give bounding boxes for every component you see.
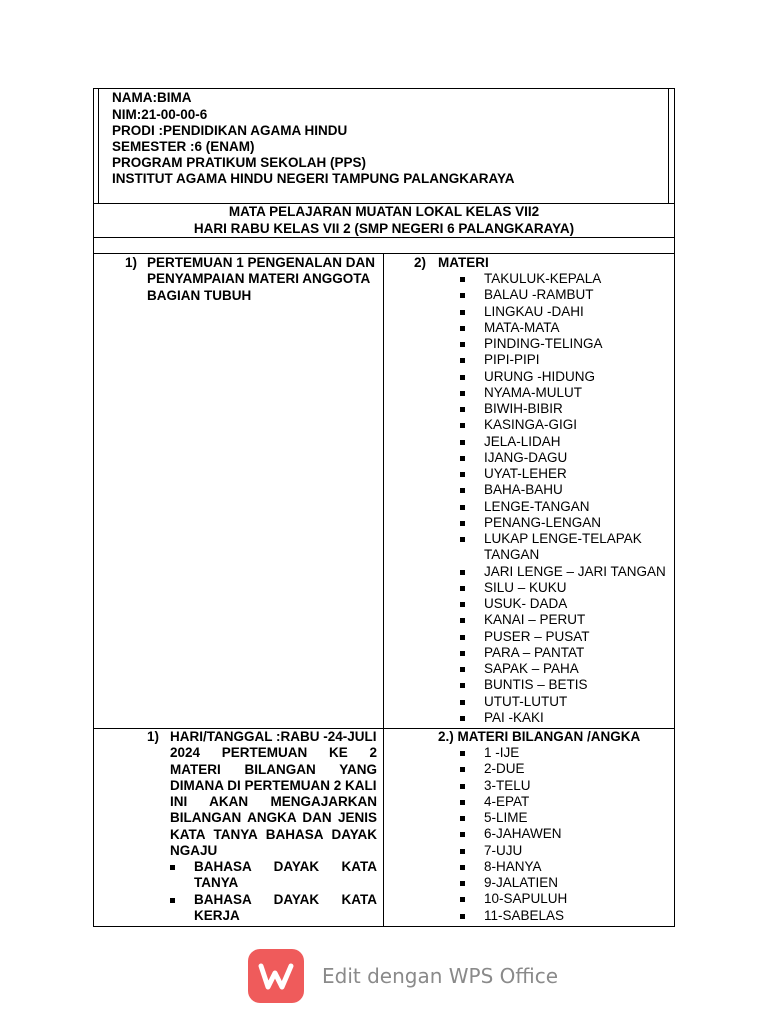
bullet-square-icon: [460, 277, 465, 282]
list-item-label: PENANG-LENGAN: [484, 514, 602, 530]
list-item-label: TAKULUK-KEPALA: [484, 271, 602, 286]
divider: [94, 237, 674, 238]
bullet-square-icon: [460, 897, 465, 902]
heading-line-1: MATA PELAJARAN MUATAN LOKAL KELAS VII2: [228, 204, 540, 219]
row2-left-line: 2024 PERTEMUAN KE 2: [170, 745, 377, 761]
bullet-square-icon: [460, 832, 465, 837]
row1-right-title: MATERI: [438, 255, 489, 270]
row2-left-line: NGAJU: [170, 843, 218, 859]
list-item-label: IJANG-DAGU: [484, 449, 568, 465]
list-item: [484, 450, 567, 466]
divider: [94, 253, 674, 254]
bullet-square-icon: [460, 537, 465, 542]
row1-left-line: PERTEMUAN 1 PENGENALAN DAN: [147, 255, 376, 270]
row2-left-line: HARI/TANGGAL :RABU -24-JULI: [170, 729, 377, 744]
list-item: [484, 385, 582, 401]
row2-right-title: 2.) MATERI BILANGAN /ANGKA: [438, 729, 641, 744]
list-item-label: 4-EPAT: [484, 793, 530, 809]
list-item: [484, 612, 585, 628]
list-item-label: BUNTIS – BETIS: [484, 677, 588, 693]
bullet-line: BAHASA DAYAK KATA: [194, 892, 377, 907]
list-item: [484, 794, 529, 810]
bullet-square-icon: [460, 767, 465, 772]
bullet-square-icon: [460, 342, 465, 347]
heading-line-2: HARI RABU KELAS VII 2 (SMP NEGERI 6 PALANGKARAYA): [193, 221, 575, 236]
list-item-label: BAHA-BAHU: [484, 482, 563, 498]
list-item: [484, 859, 542, 875]
list-item: [484, 761, 525, 777]
bullet-line: KERJA: [194, 908, 240, 924]
bullet-square-icon: [460, 293, 465, 298]
list-item: [484, 645, 584, 661]
bullet-square-icon: [460, 751, 465, 756]
list-item: [484, 482, 563, 498]
list-item-label: JELA-LIDAH: [484, 433, 561, 449]
row1-left-line: PENYAMPAIAN MATERI ANGGOTA: [147, 271, 371, 287]
list-item-label: BIWIH-BIBIR: [484, 401, 563, 416]
bullet-square-icon: [460, 358, 465, 363]
list-item: [484, 677, 588, 693]
bullet-square-icon: [460, 391, 465, 396]
bullet-square-icon: [170, 865, 175, 870]
row1-left-line: BAGIAN TUBUH: [147, 287, 252, 303]
list-item-label: KASINGA-GIGI: [484, 417, 578, 433]
list-item-label: PIPI-PIPI: [484, 352, 540, 368]
list-item: [484, 466, 567, 482]
bullet-square-icon: [460, 310, 465, 315]
row2-left-line: MATERI BILANGAN YANG: [170, 761, 377, 777]
list-item: [484, 810, 528, 826]
bullet-square-icon: [460, 700, 465, 705]
list-item: [484, 271, 601, 287]
row2-left-number: 1): [147, 729, 160, 744]
row2-left-line: KATA TANYA BAHASA DAYAK: [170, 826, 377, 842]
wps-edit-text[interactable]: Edit dengan WPS Office: [322, 964, 559, 988]
bullet-square-icon: [460, 635, 465, 640]
list-item: [484, 531, 642, 547]
list-item-label: 6-JAHAWEN: [484, 826, 562, 842]
bullet-square-icon: [460, 375, 465, 380]
list-item-label: 7-UJU: [484, 842, 523, 858]
row2-left-bullet: [194, 859, 377, 892]
row1-left-number: 1): [125, 255, 138, 270]
bullet-square-icon: [460, 683, 465, 688]
bullet-square-icon: [460, 651, 465, 656]
wps-edit-banner[interactable]: [248, 949, 558, 1003]
list-item-label: SILU – KUKU: [484, 579, 567, 595]
list-item-label: PARA – PANTAT: [484, 644, 585, 660]
list-item-label: JARI LENGE – JARI TANGAN: [484, 563, 666, 579]
bullet-square-icon: [460, 488, 465, 493]
bullet-square-icon: [460, 326, 465, 331]
bullet-square-icon: [460, 505, 465, 510]
list-item: [484, 287, 594, 303]
list-item-label: LUKAP LENGE-TELAPAK: [484, 531, 642, 546]
identity-program: PROGRAM PRATIKUM SEKOLAH (PPS): [112, 155, 367, 170]
list-item: [484, 515, 601, 531]
bullet-square-icon: [460, 618, 465, 623]
list-item: [484, 304, 584, 320]
bullet-square-icon: [460, 784, 465, 789]
bullet-square-icon: [460, 667, 465, 672]
bullet-square-icon: [460, 849, 465, 854]
list-item-label: PAI -KAKI: [484, 709, 544, 725]
list-item-label: TANGAN: [484, 547, 540, 563]
list-item: [484, 596, 567, 612]
list-item-label: NYAMA-MULUT: [484, 384, 583, 400]
row2-left-line: BILANGAN ANGKA DAN JENIS: [170, 810, 377, 826]
bullet-square-icon: [460, 881, 465, 886]
identity-institute: INSTITUT AGAMA HINDU NEGERI TAMPUNG PALANGKARAYA: [112, 171, 515, 186]
list-item: [484, 710, 544, 726]
wps-w-icon[interactable]: [248, 949, 304, 1003]
list-item-label: BALAU -RAMBUT: [484, 287, 594, 303]
list-item: [484, 547, 539, 563]
list-item-label: UTUT-LUTUT: [484, 693, 568, 709]
identity-prodi: PRODI :PENDIDIKAN AGAMA HINDU: [112, 123, 348, 138]
identity-name: NAMA:BIMA: [112, 90, 192, 105]
list-item: [484, 908, 564, 924]
bullet-square-icon: [460, 914, 465, 919]
list-item: [484, 336, 603, 352]
bullet-square-icon: [460, 602, 465, 607]
bullet-square-icon: [460, 800, 465, 805]
row2-left-line: DIMANA DI PERTEMUAN 2 KALI: [170, 777, 377, 793]
list-item: [484, 369, 595, 385]
list-item: [484, 843, 522, 859]
bullet-square-icon: [460, 816, 465, 821]
bullet-square-icon: [460, 472, 465, 477]
document-table: [93, 88, 675, 927]
list-item: [484, 875, 558, 891]
identity-nim: NIM:21-00-00-6: [112, 107, 208, 122]
row1-left-text: [147, 255, 377, 304]
list-item-label: LINGKAU -DAHI: [484, 303, 584, 319]
bullet-square-icon: [460, 440, 465, 445]
list-item-label: USUK- DADA: [484, 596, 568, 611]
list-item-label: 3-TELU: [484, 777, 531, 793]
bullet-square-icon: [460, 586, 465, 591]
bullet-square-icon: [170, 898, 175, 903]
list-item-label: KANAI – PERUT: [484, 612, 586, 628]
list-item: [484, 320, 560, 336]
list-item: [484, 778, 531, 794]
list-item: [484, 891, 567, 907]
bullet-square-icon: [460, 570, 465, 575]
list-item-label: URUNG -HIDUNG: [484, 368, 595, 384]
list-item: [484, 629, 590, 645]
list-item: [484, 564, 666, 580]
list-item: [484, 694, 567, 710]
list-item-label: UYAT-LEHER: [484, 466, 567, 481]
list-item-label: 10-SAPULUH: [484, 891, 568, 907]
list-item-label: PINDING-TELINGA: [484, 336, 603, 351]
list-item-label: MATA-MATA: [484, 319, 560, 335]
list-item-label: PUSER – PUSAT: [484, 628, 590, 644]
list-item-label: 5-LIME: [484, 810, 528, 825]
identity-box: [98, 89, 669, 204]
list-item: [484, 826, 562, 842]
list-item: [484, 499, 590, 515]
row2-left-text: [170, 729, 377, 859]
list-item: [484, 745, 519, 761]
row2-left-bullet: [194, 892, 377, 925]
bullet-square-icon: [460, 407, 465, 412]
identity-semester: SEMESTER :6 (ENAM): [112, 139, 255, 154]
list-item-label: 1 -IJE: [484, 745, 520, 760]
list-item: [484, 417, 577, 433]
column-divider: [383, 253, 384, 927]
bullet-square-icon: [460, 423, 465, 428]
list-item-label: 8-HANYA: [484, 858, 542, 874]
row1-right-number: 2): [414, 255, 427, 270]
list-item-label: 11-SABELAS: [484, 907, 565, 923]
bullet-square-icon: [460, 456, 465, 461]
list-item-label: 9-JALATIEN: [484, 875, 559, 890]
list-item: [484, 580, 567, 596]
bullet-square-icon: [460, 716, 465, 721]
bullet-square-icon: [460, 865, 465, 870]
bullet-square-icon: [460, 521, 465, 526]
list-item: [484, 661, 579, 677]
bullet-line: BAHASA DAYAK KATA: [194, 859, 377, 874]
list-item-label: LENGE-TANGAN: [484, 498, 590, 514]
list-item: [484, 434, 561, 450]
list-item: [484, 352, 540, 368]
list-item: [484, 401, 563, 417]
bullet-line: TANYA: [194, 875, 239, 891]
list-item-label: SAPAK – PAHA: [484, 661, 579, 676]
list-item-label: 2-DUE: [484, 761, 525, 777]
row2-left-line: INI AKAN MENGAJARKAN: [170, 794, 377, 810]
